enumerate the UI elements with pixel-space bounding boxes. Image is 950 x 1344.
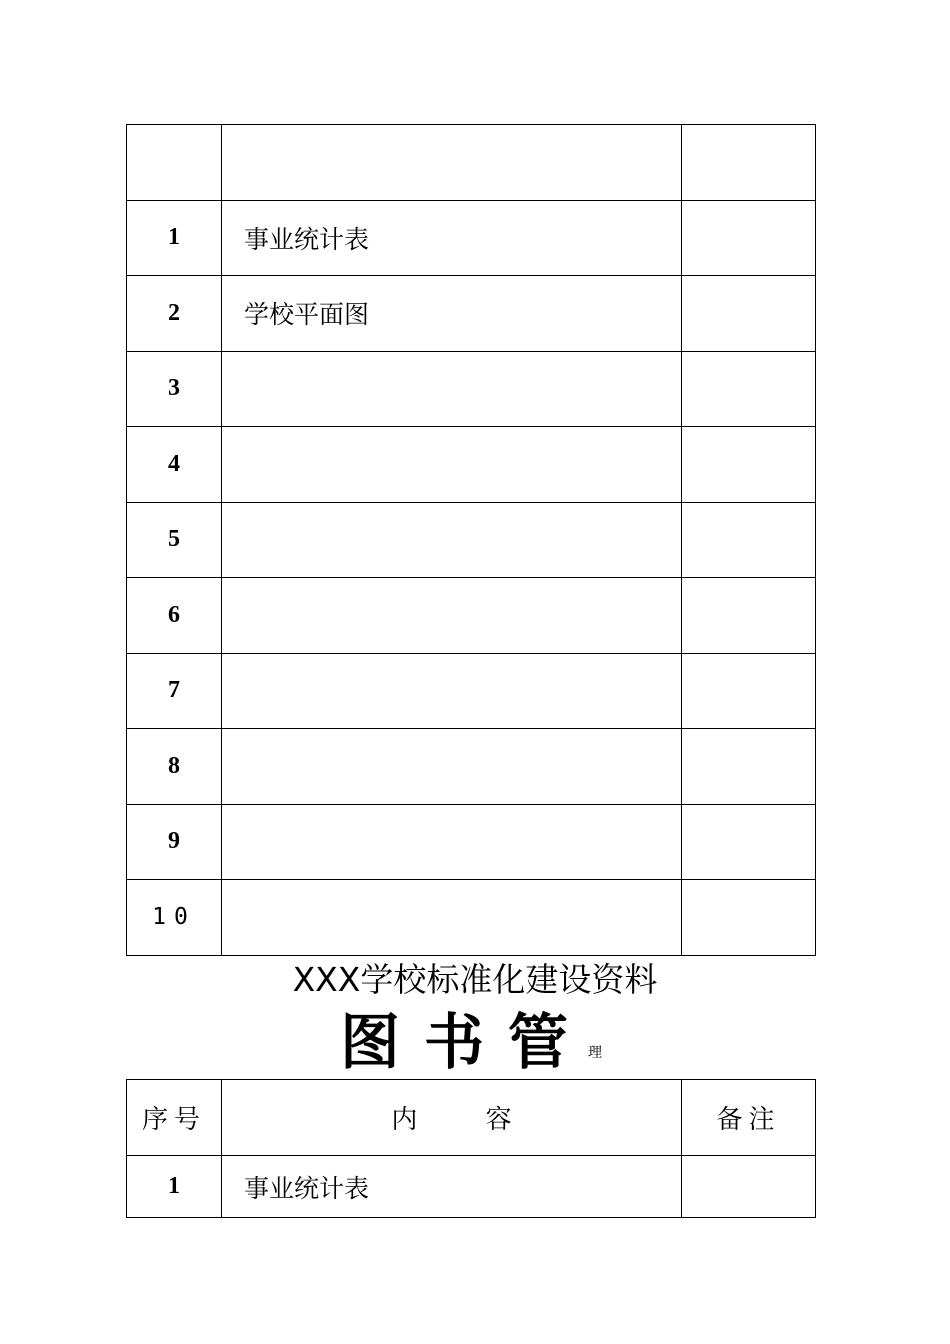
row-remark	[682, 653, 816, 729]
row-content	[222, 729, 682, 805]
row-remark	[682, 351, 816, 427]
row-number: 6	[127, 578, 222, 654]
row-content	[222, 502, 682, 578]
row-number: 2	[127, 276, 222, 352]
row-remark	[682, 200, 816, 276]
row-remark	[682, 729, 816, 805]
table-row	[127, 1156, 816, 1218]
header-cell-content	[222, 125, 682, 201]
table-row	[127, 502, 816, 578]
row-remark	[682, 804, 816, 880]
directory-table-bottom	[126, 1079, 816, 1218]
table-header-row	[127, 1080, 816, 1156]
subtitle-small-text: 理	[588, 1045, 602, 1061]
table-row	[127, 200, 816, 276]
row-content: 学校平面图	[222, 276, 682, 352]
row-remark	[682, 880, 816, 956]
subtitle-large-text: 图书管	[340, 1008, 592, 1078]
row-remark	[682, 578, 816, 654]
row-number: 1	[127, 1156, 222, 1218]
row-number: 10	[127, 880, 222, 956]
header-cell-content: 内 容	[222, 1080, 682, 1156]
header-cell-seq	[127, 125, 222, 201]
document-subtitle	[340, 1010, 740, 1076]
row-number: 5	[127, 502, 222, 578]
header-cell-remark: 备注	[682, 1080, 816, 1156]
row-number: 3	[127, 351, 222, 427]
row-content: 事业统计表	[222, 200, 682, 276]
header-cell-remark	[682, 125, 816, 201]
table-row	[127, 653, 816, 729]
table-row	[127, 276, 816, 352]
table-row	[127, 729, 816, 805]
row-number: 4	[127, 427, 222, 503]
row-content	[222, 351, 682, 427]
row-remark	[682, 427, 816, 503]
table-row	[127, 880, 816, 956]
row-content	[222, 804, 682, 880]
row-number: 9	[127, 804, 222, 880]
row-content	[222, 880, 682, 956]
row-remark	[682, 1156, 816, 1218]
table-row	[127, 578, 816, 654]
row-content	[222, 653, 682, 729]
table-row	[127, 427, 816, 503]
header-cell-seq: 序号	[127, 1080, 222, 1156]
table-row	[127, 351, 816, 427]
row-remark	[682, 276, 816, 352]
table-row	[127, 804, 816, 880]
row-remark	[682, 502, 816, 578]
directory-table-top	[126, 124, 816, 956]
row-number: 8	[127, 729, 222, 805]
row-content	[222, 578, 682, 654]
row-content	[222, 427, 682, 503]
table-header-row	[127, 125, 816, 201]
row-number: 7	[127, 653, 222, 729]
row-number: 1	[127, 200, 222, 276]
row-content: 事业统计表	[222, 1156, 682, 1218]
document-title: XXX学校标准化建设资料	[292, 960, 658, 999]
